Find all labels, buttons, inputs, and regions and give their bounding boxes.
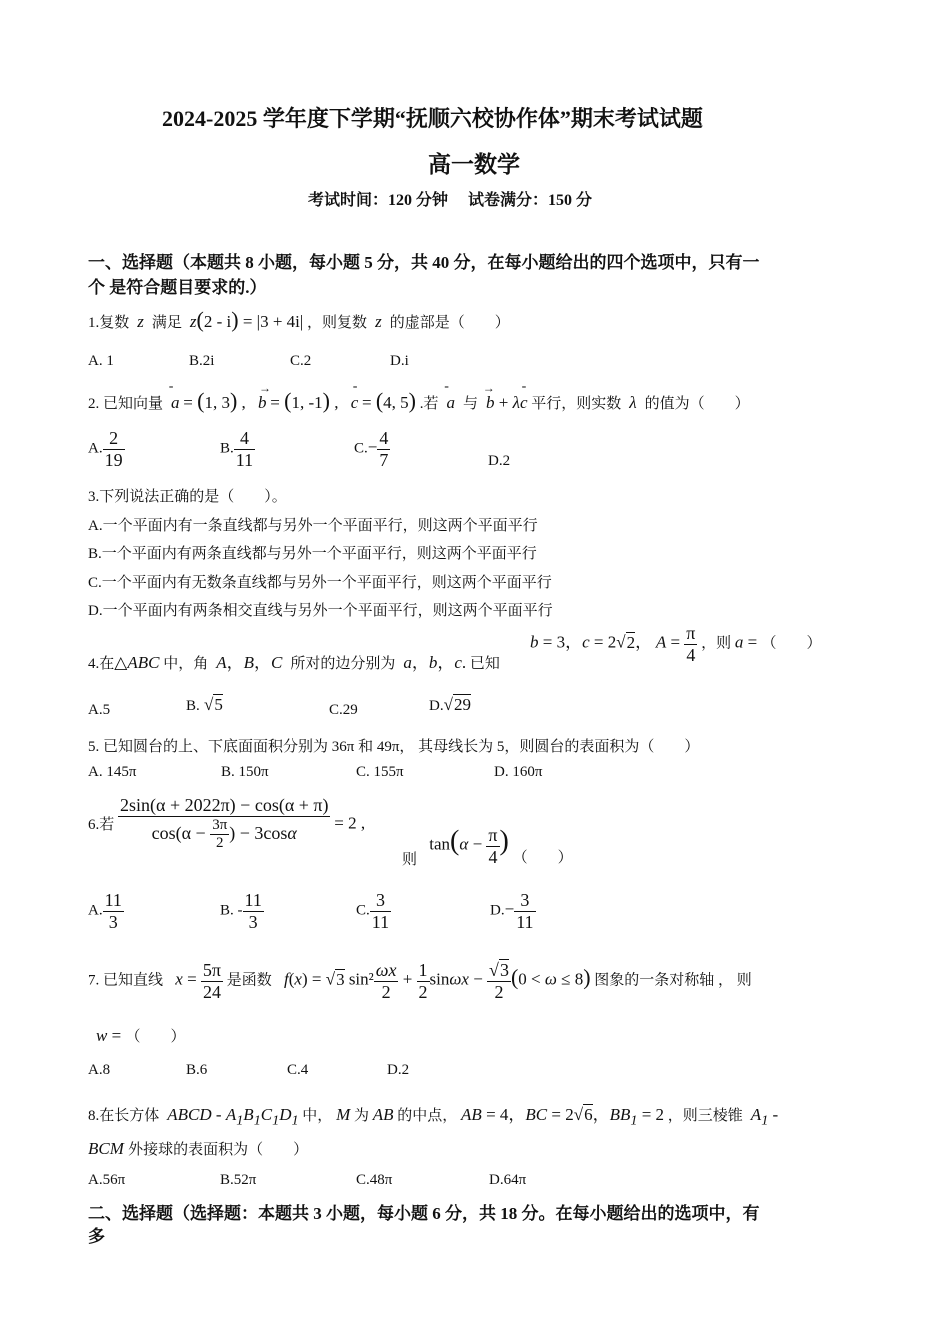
q4-conditions: b = 3，c = 2√2， A = $\frac{\pi}{4}$ ，则 a = （ ）: [530, 623, 822, 665]
q1-option-a[interactable]: A. 1: [88, 353, 114, 369]
q1-suffix: ，则复数: [307, 315, 368, 331]
q2-and: 与: [463, 396, 479, 412]
exam-subtitle: 高一数学: [428, 152, 520, 177]
q5-option-b[interactable]: B. 150π: [221, 764, 269, 780]
q7-omega-line: w = （ ）: [96, 1026, 186, 1045]
q1-option-d[interactable]: D.i: [390, 353, 409, 369]
q7-option-c[interactable]: C.4: [287, 1062, 309, 1078]
q3-option-c[interactable]: C.一个平面内有无数条直线都与另外一个平面平行，则这两个平面平行: [88, 575, 552, 591]
question-6-stem: 6.若 2sin(α + 2022π) − cos(α + π) cos(α − $\frac{3\pi}{2}$ ) − 3cosα = 2 ,: [88, 795, 366, 851]
section1-heading-line2: 个 是符合题目要求的.）: [88, 278, 267, 297]
q6-option-b[interactable]: B. - $\frac{11}{3}$: [220, 890, 262, 932]
q5-option-c[interactable]: C. 155π: [356, 764, 404, 780]
q4-option-c[interactable]: C.29: [329, 702, 358, 718]
q8-option-b[interactable]: B.52π: [220, 1172, 257, 1188]
q1-mid: 满足: [151, 315, 182, 331]
q6-option-a[interactable]: A. $\frac{11}{3}$: [88, 890, 122, 932]
q5-option-d[interactable]: D. 160π: [494, 764, 543, 780]
q2-tail: 平行，则实数: [531, 396, 622, 412]
q4-option-a[interactable]: A.5: [88, 702, 111, 718]
q7-option-b[interactable]: B.6: [186, 1062, 208, 1078]
q2-option-d[interactable]: D.2: [488, 453, 511, 469]
q6-option-c[interactable]: C. $\frac{3}{11}$: [356, 890, 390, 932]
q4-option-b[interactable]: B. √5: [186, 695, 223, 714]
section1-heading-line1: 一、选择题（本题共 8 小题，每小题 5 分，共 40 分，在每小题给出的四个选项中，只有一: [88, 253, 760, 272]
section2-heading-line1: 二、选择题（选择题：本题共 3 小题，每小题 6 分，共 18 分。在每小题给出的选项中，有: [88, 1204, 760, 1223]
question-1-stem: 1.复数 z 满足 z(2 - i) = |3 + 4i| ，则复数 z 的虚部是（ ）: [88, 307, 510, 332]
q3-option-b[interactable]: B.一个平面内有两条直线都与另外一个平面平行，则这两个平面平行: [88, 546, 537, 562]
section2-heading-line2: 多: [88, 1227, 105, 1246]
q1-option-c[interactable]: C.2: [290, 353, 312, 369]
q3-option-d[interactable]: D.一个平面内有两条相交直线与另外一个平面平行，则这两个平面平行: [88, 603, 553, 619]
q2-tail2: 的值为（ ）: [644, 396, 750, 412]
q7-option-a[interactable]: A.8: [88, 1062, 111, 1078]
question-7-stem: 7. 已知直线 x = $\frac{5\pi}{24}$ 是函数 f(x) = √3 sin² $\frac{\omega x}{2}$ + $\frac{1}{2}$ sinωx − $\frac{√3}{2}$ (0 < ω ≤ 8) 图象的一条对称轴 ， 则: [88, 960, 752, 1002]
q2-option-c[interactable]: C.− $\frac{4}{7}$: [354, 428, 389, 470]
q8-option-a[interactable]: A.56π: [88, 1172, 126, 1188]
question-2-stem: 2. 已知向量 a - = (1, 3) , b → = (1, -1) , c - = (4, 5) .若 a - 与 b → + λc - 平行，则实数 λ 的值为（ ）: [88, 379, 750, 413]
question-3-stem: 3.下列说法正确的是（ ）。: [88, 489, 287, 505]
q2-option-a[interactable]: A. $\frac{2}{19}$: [88, 428, 123, 470]
q8-line2: BCM 外接球的表面积为（ ）: [88, 1139, 309, 1158]
q5-option-a[interactable]: A. 145π: [88, 764, 137, 780]
q1-tail: 的虚部是（ ）: [389, 315, 510, 331]
q8-option-d[interactable]: D.64π: [489, 1172, 527, 1188]
q4-option-d[interactable]: D.√29: [429, 695, 471, 714]
q2-option-b[interactable]: B. $\frac{4}{11}$: [220, 428, 254, 470]
question-8-stem: 8.在长方体 ABCD - $A_1B_1C_1D_1$ 中， M 为 AB 的中点， AB = 4，BC = 2√6，$BB_1 = 2$ ，则三棱锥 $A_1$ -: [88, 1105, 779, 1129]
q3-option-a[interactable]: A.一个平面内有一条直线都与另外一个平面平行，则这两个平面平行: [88, 518, 538, 534]
exam-info: 考试时间：120 分钟 试卷满分：150 分: [308, 192, 593, 209]
exam-title: 2024-2025 学年度下学期“抚顺六校协作体”期末考试试题: [162, 106, 703, 131]
q8-option-c[interactable]: C.48π: [356, 1172, 393, 1188]
q2-prefix: 2. 已知向量: [88, 396, 164, 412]
q6-option-d[interactable]: D.− $\frac{3}{11}$: [490, 890, 534, 932]
question-5-stem: 5. 已知圆台的上、下底面面积分别为 36π 和 49π， 其母线长为 5，则圆台的表面积为（ ）: [88, 739, 700, 755]
q1-prefix: 1.复数: [88, 315, 130, 331]
q1-option-b[interactable]: B.2i: [189, 353, 215, 369]
q2-mid: .若: [419, 396, 439, 412]
question-4-stem: 4.在△ABC 中，角 A，B，C 所对的边分别为 a，b，c. 已知: [88, 653, 500, 672]
q7-option-d[interactable]: D.2: [387, 1062, 410, 1078]
q6-target: 则 tan(α − $\frac{\pi}{4}$ ) （ ）: [402, 825, 573, 868]
